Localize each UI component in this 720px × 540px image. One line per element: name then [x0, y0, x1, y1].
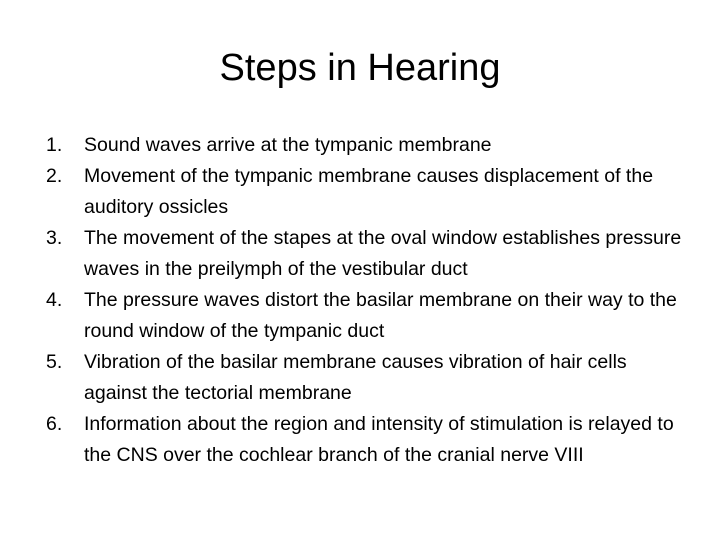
step-number: 2.	[46, 165, 63, 187]
step-text: Sound waves arrive at the tympanic membrane	[84, 134, 492, 156]
step-number: 1.	[46, 134, 63, 156]
step-number: 4.	[46, 289, 63, 311]
step-text: The movement of the stapes at the oval window establishes pressure waves in the preilymph of the vestibular duct	[84, 227, 682, 280]
step-number: 5.	[46, 351, 63, 373]
step-number: 6.	[46, 413, 63, 435]
step-item-4	[46, 285, 686, 347]
step-text: Movement of the tympanic membrane causes displacement of the auditory ossicles	[84, 165, 654, 218]
step-text: The pressure waves distort the basilar membrane on their way to the round window of the tympanic duct	[84, 289, 677, 342]
steps-list	[46, 130, 686, 471]
step-item-3	[46, 223, 686, 285]
step-item-1	[46, 130, 686, 161]
step-text: Information about the region and intensity of stimulation is relayed to the CNS over the cochlear branch of the cranial nerve VIII	[84, 413, 674, 466]
slide-title: Steps in Hearing	[219, 47, 501, 89]
step-item-6	[46, 409, 686, 471]
step-item-5	[46, 347, 686, 409]
step-item-2	[46, 161, 686, 223]
step-number: 3.	[46, 227, 63, 249]
step-text: Vibration of the basilar membrane causes vibration of hair cells against the tectorial membrane	[84, 351, 627, 404]
